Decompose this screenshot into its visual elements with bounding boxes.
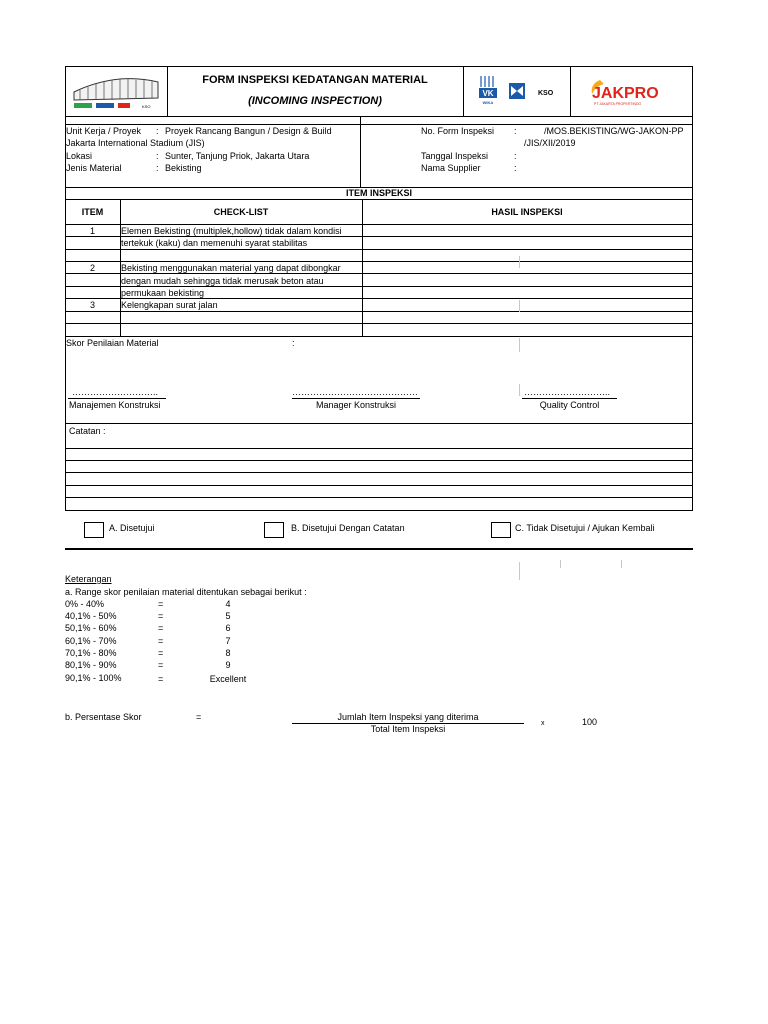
formula-times: x [541,720,545,727]
signature-dots-manager: …………………………………… [292,387,418,397]
supplier-label: Nama Supplier [421,163,481,173]
row-checklist-text: dengan mudah sehingga tidak merusak beton atau [121,276,324,286]
approval-label-b: B. Disetujui Dengan Catatan [291,523,405,533]
signature-role-manager: Manager Konstruksi [315,400,397,410]
jakpro-logo [586,76,666,108]
jenis-colon: : [156,163,159,173]
stadium-logo-kso: KSO [142,104,151,109]
jakpro-logo-text: JAKPRO [592,85,659,102]
vk-logo-text: VK [482,89,494,98]
keterangan-intro: a. Range skor penilaian material ditentukan sebagai berikut : [65,587,307,597]
range-label: 40,1% - 50% [65,611,117,621]
jenis-value: Bekisting [165,163,202,173]
range-score: 5 [225,611,231,621]
form-subtitle: (INCOMING INSPECTION) [248,95,382,107]
col-header-checklist: CHECK-LIST [213,207,269,217]
row-checklist-text: Kelengkapan surat jalan [121,300,218,310]
tanggal-label: Tanggal Inspeksi [421,151,489,161]
col-header-hasil: HASIL INSPEKSI [491,207,563,217]
stadium-logo [70,70,162,112]
range-score: 4 [225,599,231,609]
unit-value: Proyek Rancang Bangun / Design & Build [165,126,332,136]
row-number: 2 [89,263,95,273]
formula-denominator: Total Item Inspeksi [370,724,446,734]
wika-logo-text: WIKA [482,100,494,105]
range-eq: = [158,674,164,684]
range-score: 6 [225,623,231,633]
range-eq: = [158,599,164,609]
signature-role-mk: Manajemen Konstruksi [69,400,161,410]
approval-checkbox-c[interactable] [491,522,511,538]
unit-value-line2: Jakarta International Stadium (JIS) [66,138,205,148]
catatan-label: Catatan : [69,426,106,436]
range-eq: = [158,611,164,621]
range-label: 50,1% - 60% [65,623,117,633]
lokasi-colon: : [156,151,159,161]
approval-label-c: C. Tidak Disetujui / Ajukan Kembali [515,523,655,533]
form-title: FORM INSPEKSI KEDATANGAN MATERIAL [202,74,428,86]
col-header-item: ITEM [81,207,104,217]
unit-label: Unit Kerja / Proyek [66,126,142,136]
range-eq: = [158,648,164,658]
range-eq: = [158,636,164,646]
persentase-label: b. Persentase Skor [65,712,142,722]
range-score: 9 [225,660,231,670]
lokasi-label: Lokasi [66,151,93,161]
item-inspeksi-title: ITEM INSPEKSI [345,188,412,198]
range-eq: = [158,660,164,670]
unit-colon: : [156,126,159,136]
range-score: Excellent [209,674,247,684]
score-colon: : [292,338,295,348]
jenis-label: Jenis Material [66,163,122,173]
range-label: 90,1% - 100% [65,673,122,683]
form-no-value-line2: /JIS/XII/2019 [524,138,576,148]
form-no-label: No. Form Inspeksi [421,126,495,136]
supplier-colon: : [514,163,517,173]
range-score: 8 [225,648,231,658]
row-number: 1 [89,226,95,236]
signature-role-qc: Quality Control [539,400,600,410]
range-label: 60,1% - 70% [65,636,117,646]
form-no-colon: : [514,126,517,136]
vk-logo [478,75,498,105]
kso-mark-icon [509,83,525,99]
lokasi-value: Sunter, Tanjung Priok, Jakarta Utara [165,151,310,161]
kso-label: KSO [538,90,554,97]
formula-multiplier: 100 [582,717,598,727]
form-no-value: /MOS.BEKISTING/WG-JAKON-PP [544,126,684,136]
keterangan-title: Keterangan [65,574,112,584]
range-label: 0% - 40% [65,599,105,609]
row-checklist-text: Bekisting menggunakan material yang dapat dibongkar [121,263,341,273]
approval-checkbox-a[interactable] [84,522,104,538]
range-score: 7 [225,636,231,646]
row-checklist-text: permukaan bekisting [121,288,205,298]
range-eq: = [158,623,164,633]
range-label: 70,1% - 80% [65,648,117,658]
persentase-eq: = [196,712,202,722]
range-label: 80,1% - 90% [65,660,117,670]
row-checklist-text: tertekuk (kaku) dan memenuhi syarat stabilitas [121,238,308,248]
tanggal-colon: : [514,151,517,161]
approval-checkbox-b[interactable] [264,522,284,538]
approval-label-a: A. Disetujui [109,523,155,533]
signature-dots-mk: ……………………….. [72,387,159,397]
jakpro-tagline: PT JAKARTA PROPERTINDO [594,102,642,106]
signature-dots-qc: ……………………….. [524,387,611,397]
score-label: Skor Penilaian Material [66,338,159,348]
formula-numerator: Jumlah Item Inspeksi yang diterima [337,712,479,722]
row-number: 3 [89,300,95,310]
row-checklist-text: Elemen Bekisting (multiplek,hollow) tidak dalam kondisi [121,226,342,236]
